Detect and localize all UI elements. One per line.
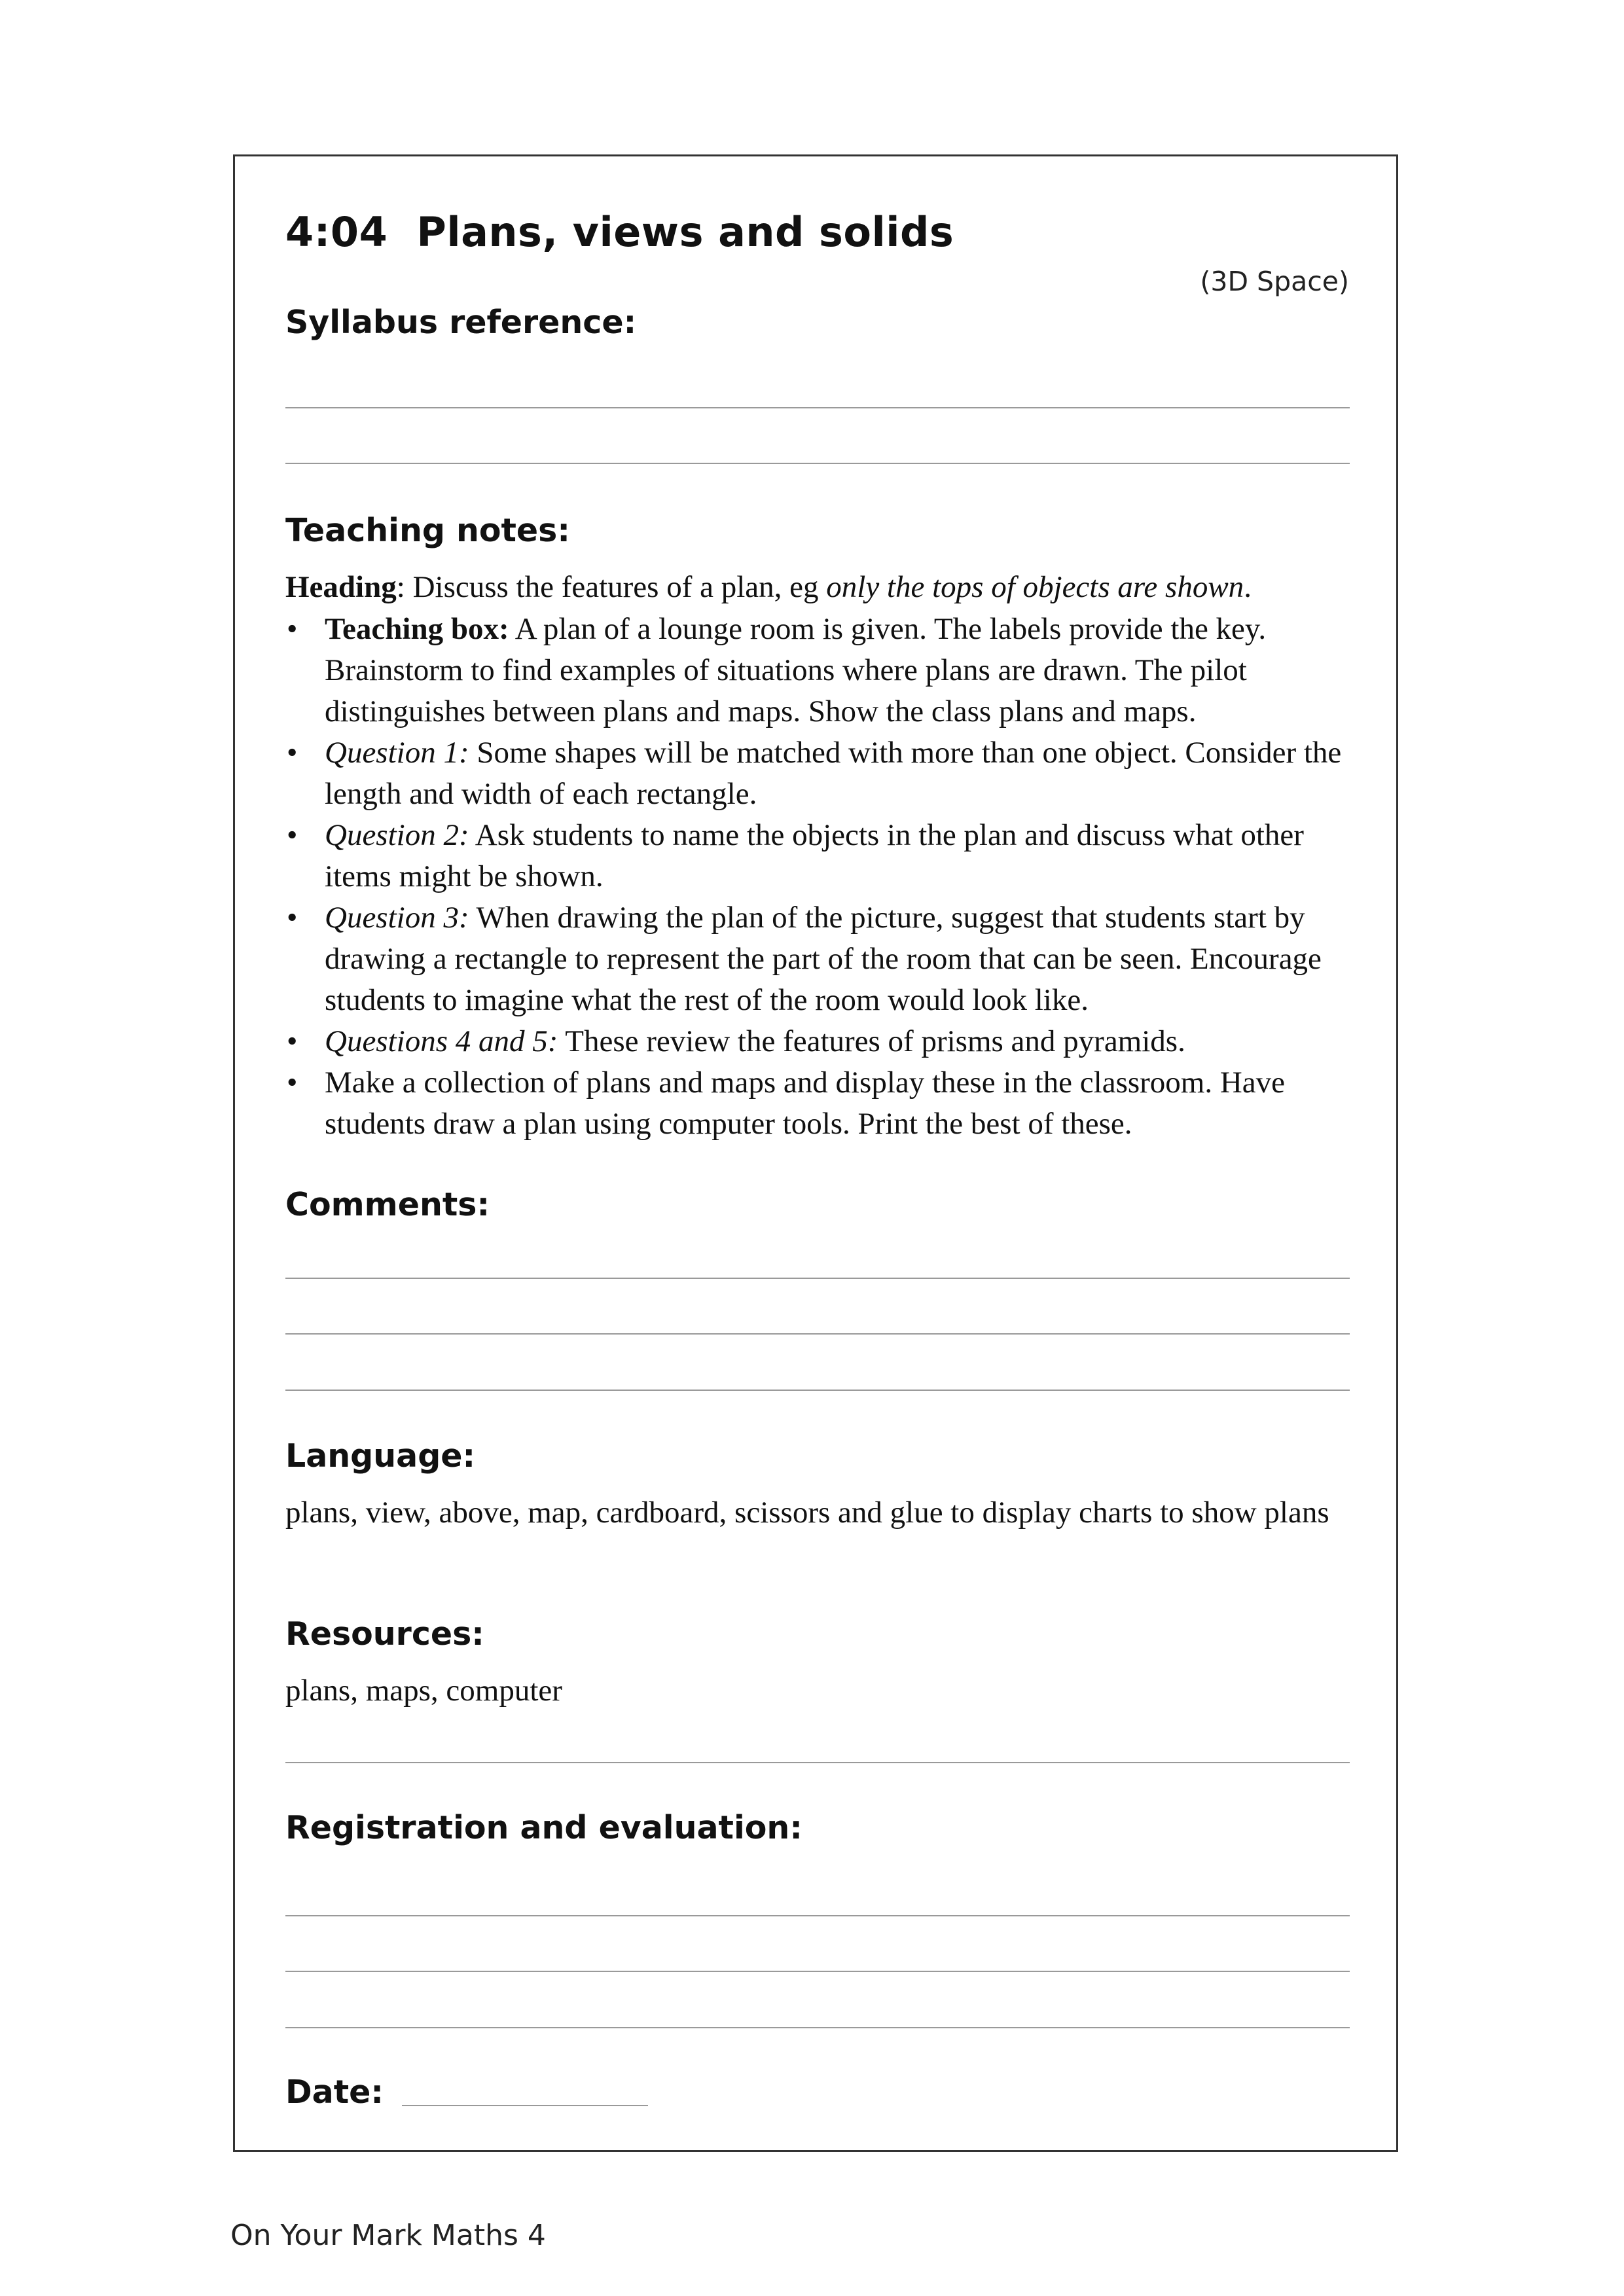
teaching-notes-list (285, 609, 1365, 1145)
language-heading: Language: (285, 1437, 476, 1475)
intro-text: : Discuss the features of a plan, eg (396, 570, 827, 604)
comments-heading: Comments: (285, 1186, 490, 1223)
teaching-notes-intro (285, 567, 1359, 608)
teaching-notes-heading: Teaching notes: (285, 512, 570, 549)
bullet-lead: Question 2: (325, 818, 469, 852)
registration-line-2 (285, 1971, 1350, 1972)
intro-lead: Heading (285, 570, 397, 604)
intro-end: . (1244, 570, 1252, 604)
date-field-line (402, 2105, 648, 2106)
registration-line-1 (285, 1915, 1350, 1916)
bullet-text: When drawing the plan of the picture, suggest that students start by drawing a rectangle to represent the part of the room that can be seen. Encourage students to imagine what the rest of the room would look like. (325, 901, 1322, 1017)
resources-heading: Resources: (285, 1615, 484, 1653)
page-footer: On Your Mark Maths 4 (230, 2219, 546, 2252)
comments-line-3 (285, 1390, 1350, 1391)
list-item: • Question 1: Some shapes will be matched with more than one object. Consider the length and width of each rectangle. (287, 736, 1342, 811)
syllabus-line-1 (285, 407, 1350, 408)
registration-line-3 (285, 2027, 1350, 2028)
bullet-text: Ask students to name the objects in the plan and discuss what other items might be shown. (325, 818, 1304, 893)
registration-heading: Registration and evaluation: (285, 1809, 803, 1846)
comments-line-2 (285, 1333, 1350, 1335)
list-item: • Teaching box: A plan of a lounge room is given. The labels provide the key. Brainstorm to find examples of situations where plans are drawn. The pilot distinguishes between plans and maps. Show the class plans and maps. (287, 612, 1267, 728)
resources-line (285, 1762, 1350, 1763)
bullet-lead: Teaching box: (325, 612, 509, 646)
intro-italic: only the tops of objects are shown (826, 570, 1244, 604)
page-title: 4:04 Plans, views and solids (285, 208, 954, 256)
resources-text: plans, maps, computer (285, 1674, 562, 1708)
list-item: • Question 2: Ask students to name the objects in the plan and discuss what other items might be shown. (287, 818, 1304, 893)
bullet-lead: Question 1: (325, 736, 469, 770)
date-label: Date: (285, 2073, 384, 2111)
list-item: • Questions 4 and 5: These review the features of prisms and pyramids. (287, 1024, 1185, 1058)
bullet-text: These review the features of prisms and pyramids. (558, 1024, 1185, 1058)
bullet-text: Make a collection of plans and maps and display these in the classroom. Have students draw a plan using computer tools. Print the best of these. (325, 1066, 1286, 1141)
list-item: • Question 3: When drawing the plan of the picture, suggest that students start by drawing a rectangle to represent the part of the room that can be seen. Encourage students to imagine what the rest of the room would look like. (287, 901, 1322, 1017)
list-item: • Make a collection of plans and maps and display these in the classroom. Have students draw a plan using computer tools. Print the best of these. (287, 1066, 1286, 1141)
comments-line-1 (285, 1278, 1350, 1279)
page-frame (233, 154, 1398, 2152)
bullet-text: A plan of a lounge room is given. The labels provide the key. Brainstorm to find examples of situations where plans are drawn. The pilot distinguishes between plans and maps. Show the class plans and maps. (325, 612, 1267, 728)
bullet-lead: Question 3: (325, 901, 469, 935)
strand-label: (3D Space) (1200, 266, 1349, 297)
language-text: plans, view, above, map, cardboard, scissors and glue to display charts to show plans (285, 1496, 1329, 1530)
bullet-lead: Questions 4 and 5: (325, 1024, 558, 1058)
bullet-text: Some shapes will be matched with more than one object. Consider the length and width of each rectangle. (325, 736, 1342, 811)
syllabus-heading: Syllabus reference: (285, 304, 637, 341)
syllabus-line-2 (285, 463, 1350, 464)
